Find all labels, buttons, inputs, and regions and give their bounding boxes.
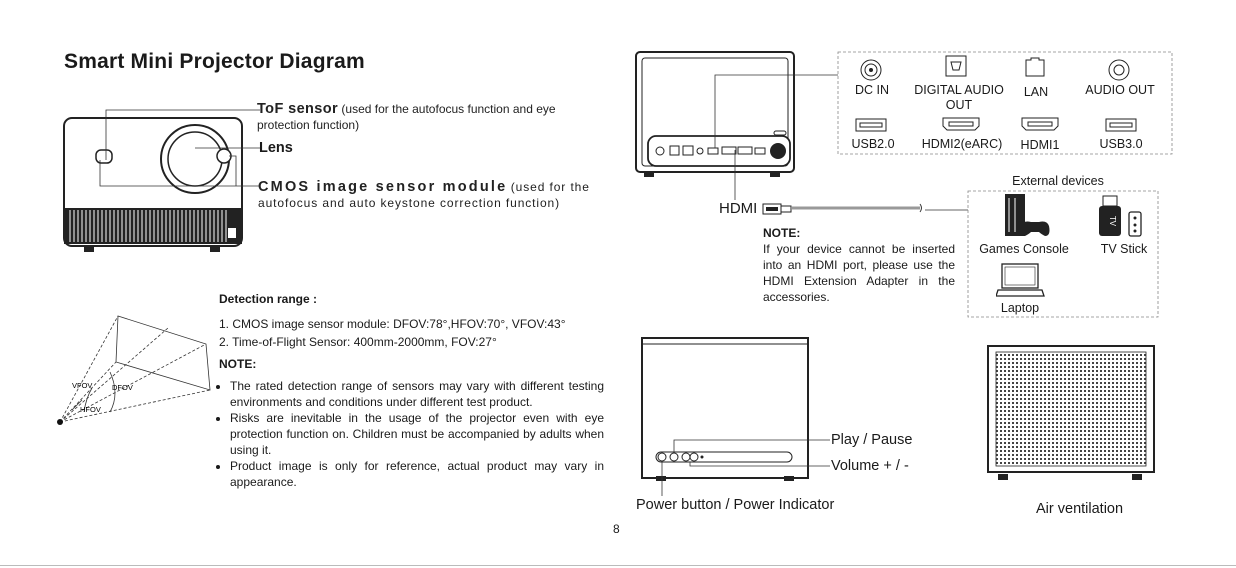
cmos-sensor-desc: (used for the autofocus and auto keystone correction function) (258, 180, 590, 210)
port-label-hdmi2: HDMI2(eARC) (921, 137, 1003, 151)
port-label-hdmi1: HDMI1 (1020, 138, 1060, 152)
note-item: • Product image is only for reference, actual product may vary in appearance. (230, 458, 604, 490)
hdmi-note-title: NOTE: (763, 226, 801, 240)
cmos-sensor-label: CMOS image sensor module (258, 179, 508, 195)
note-item: • The rated detection range of sensors may vary with different testing environments and conditions under different test product. (230, 378, 604, 410)
hdmi-label: HDMI (719, 200, 758, 217)
page-bottom-rule (0, 565, 1236, 566)
port-label-usb3: USB3.0 (1099, 137, 1143, 151)
port-label-dc-in: DC IN (854, 83, 890, 97)
port-label-lan: LAN (1023, 85, 1049, 99)
games-console-label: Games Console (979, 242, 1069, 256)
page-number: 8 (613, 522, 620, 536)
dfov-label: DFOV (112, 383, 133, 392)
lens-label: Lens (259, 140, 293, 156)
tv-stick-label: TV Stick (1100, 242, 1148, 256)
port-label-digital-audio: DIGITAL AUDIO OUT (914, 83, 1004, 112)
power-button-label: Power button / Power Indicator (636, 497, 835, 513)
laptop-label: Laptop (1000, 301, 1040, 315)
external-devices-title: External devices (1012, 174, 1104, 188)
note-item: • Risks are inevitable in the usage of the projector even with eye protection function on. Children must be accompanied by adults when using it. (230, 410, 604, 458)
tof-sensor-label: ToF sensor (257, 101, 339, 117)
detection-item: 2. Time-of-Flight Sensor: 400mm-2000mm, FOV:27° (219, 335, 497, 349)
tof-sensor-desc: (used for the autofocus function and eye protection function) (257, 102, 556, 132)
tv-stick-mark: TV (1108, 215, 1117, 227)
hdmi-note-text: If your device cannot be inserted into an HDMI port, please use the HDMI Extension Adapter in the accessories. (763, 242, 955, 304)
detection-note-title: NOTE: (219, 357, 257, 371)
hfov-label: HFOV (80, 405, 101, 414)
detection-range-title: Detection range : (219, 292, 318, 306)
port-label-usb2: USB2.0 (851, 137, 895, 151)
vfov-label: VFOV (72, 381, 93, 390)
air-ventilation-label: Air ventilation (1036, 501, 1124, 517)
detection-item: 1. CMOS image sensor module: DFOV:78°,HFOV:70°, VFOV:43° (219, 317, 566, 331)
volume-label: Volume + / - (831, 458, 909, 474)
port-label-audio-out: AUDIO OUT (1085, 83, 1155, 97)
play-pause-label: Play / Pause (831, 432, 913, 448)
page-title: Smart Mini Projector Diagram (64, 50, 365, 73)
projector-vent-illustration (984, 342, 1160, 482)
